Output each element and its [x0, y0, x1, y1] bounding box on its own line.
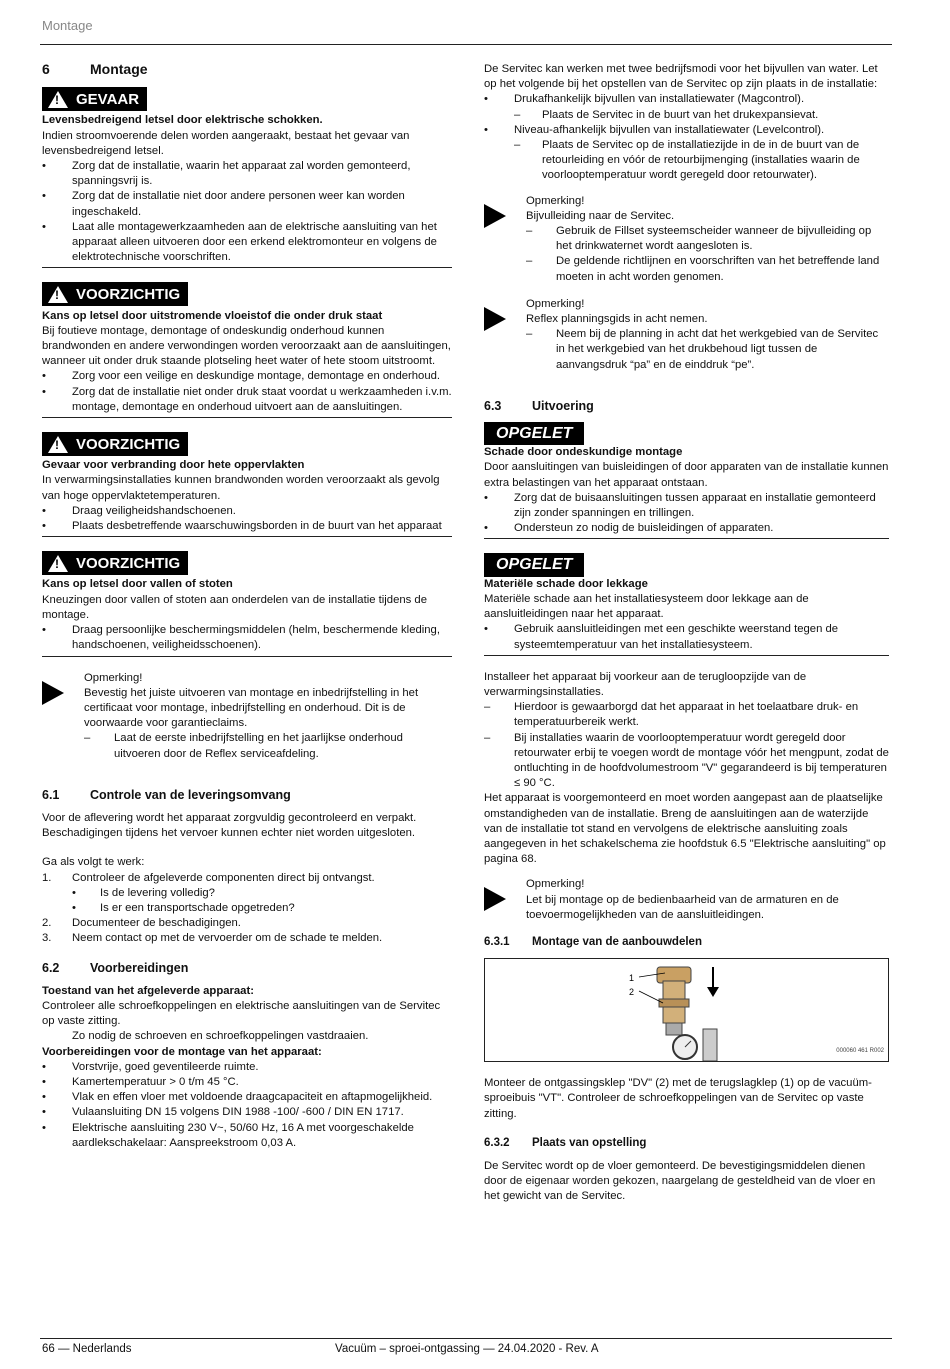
list-item: – Bij installaties waarin de voorlooptemperatuur wordt geregeld door retourwater erbij te voegen wordt de montage vóór het mengpunt, zodat de ontluchting in de hoofdvolumestroom "V" gegarandeerd is bij temperaturen ≤ 90 °C. — [484, 731, 889, 790]
caution-box-3 — [42, 551, 452, 656]
caution-badge: ! VOORZICHTIG — [42, 432, 188, 456]
footer-rule — [40, 1338, 892, 1339]
note-title: Opmerking! — [526, 297, 585, 310]
callout-1: 1 — [629, 973, 635, 984]
callout-2: 2 — [629, 987, 635, 998]
note-arrow-icon — [484, 887, 506, 911]
list-item: • Niveau-afhankelijk bijvullen van installatiewater (Levelcontrol). — [484, 123, 825, 136]
warning-triangle-icon — [48, 555, 68, 572]
list-item: • Is er een transportschade opgetreden? — [72, 901, 295, 914]
list-item: – Plaats de Servitec op de installatiezijde in de in de buurt van de retourleiding en vóór de retourbijmenging (installaties waarin de voorlooptemperatuur wordt geregeld door retourwater). — [514, 139, 860, 182]
list-item: 1. Controleer de afgeleverde componenten direct bij ontvangst. — [42, 871, 375, 884]
list-item: – De geldende richtlijnen en voorschriften van het betreffende land moeten in acht worden genomen. — [526, 255, 880, 283]
caution-text: Kneuzingen door vallen of stoten aan onderdelen van de installatie tijdens de montage. — [42, 593, 427, 621]
caution-title: Kans op letsel door vallen of stoten — [42, 578, 233, 591]
list-item: • Drukafhankelijk bijvullen van installatiewater (Magcontrol). — [484, 93, 805, 106]
list-item: • Draag veiligheidshandschoenen. — [42, 504, 236, 517]
paragraph: De Servitec wordt op de vloer gemonteerd. De bevestigingsmiddelen dienen door de eigenaar worden gekozen, naargelang de gesteldheid van de vloer en het gewicht van de Servitec. — [484, 1159, 876, 1203]
note-text: Bijvulleiding naar de Servitec. — [526, 209, 675, 222]
danger-badge: ! GEVAAR — [42, 87, 147, 111]
list-item: – Gebruik de Fillset systeemscheider wanneer de bijvulleiding op het drinkwaternet wordt aangesloten is. — [526, 225, 872, 253]
notice-title: Schade door ondeskundige montage — [484, 446, 683, 459]
subheading: Toestand van het afgeleverde apparaat: — [42, 984, 254, 997]
list-item: • Zorg dat de installatie niet onder druk staat voordat u werkzaamheden i.v.m. montage, demontage en onderhoud uitvoert aan de aansluitingen. — [42, 385, 452, 413]
page-header: Montage — [42, 18, 93, 33]
danger-title: Levensbedreigend letsel door elektrische schokken. — [42, 114, 323, 127]
section-6-3-2-heading: 6.3.2 Plaats van opstelling — [484, 1136, 647, 1149]
danger-text: Indien stroomvoerende delen worden aangeraakt, bestaat het gevaar van levensbedreigend letsel. — [42, 129, 410, 157]
subheading: Voorbereidingen voor de montage van het apparaat: — [42, 1045, 322, 1058]
list-item: • Vorstvrije, goed geventileerde ruimte. — [42, 1060, 259, 1073]
header-rule — [40, 44, 892, 45]
note-title: Opmerking! — [526, 194, 585, 207]
list-item: • Kamertemperatuur > 0 t/m 45 °C. — [42, 1075, 239, 1088]
list-item: 2. Documenteer de beschadigingen. — [42, 917, 241, 930]
note-2 — [484, 194, 889, 285]
caution-badge: ! VOORZICHTIG — [42, 551, 188, 575]
list-item: – Plaats de Servitec in de buurt van het drukexpansievat. — [514, 108, 819, 121]
caution-box-2 — [42, 432, 452, 537]
list-item: – Hierdoor is gewaarborgd dat het apparaat in het toelaatbare druk- en temperatuurbereik werkt. — [484, 701, 859, 729]
warning-triangle-icon — [48, 91, 68, 108]
list-item: – Laat de eerste inbedrijfstelling en het jaarlijkse onderhoud uitvoeren door de Reflex serviceafdeling. — [84, 732, 403, 760]
list-item: • Gebruik aansluitleidingen met een geschikte weerstand tegen de systeemtemperatuur van het installatiesysteem. — [484, 623, 839, 651]
valve-drawing — [485, 959, 888, 1061]
note-text: Let bij montage op de bedienbaarheid van de armaturen en de toevoermogelijkheden van de aansluitleidingen. — [526, 893, 839, 921]
list-item: • Draag persoonlijke beschermingsmiddelen (helm, beschermende kleding, handschoenen, veiligheidsschoenen). — [42, 624, 440, 652]
note-3 — [484, 297, 889, 373]
paragraph: Controleer alle schroefkoppelingen en elektrische aansluitingen van de Servitec op vaste zitting. — [42, 999, 441, 1028]
list-item: • Vulaansluiting DN 15 volgens DIN 1988 -100/ -600 / DIN EN 1717. — [42, 1106, 404, 1119]
note-title: Opmerking! — [84, 671, 143, 684]
list-item: • Zorg voor een veilige en deskundige montage, demontage en onderhoud. — [42, 370, 441, 383]
list-item: • Zorg dat de installatie, waarin het apparaat zal worden gemonteerd, spanningsvrij is. — [42, 160, 411, 188]
paragraph: Ga als volgt te werk: — [42, 856, 145, 869]
footer-document-info: Vacuüm – sproei-ontgassing — 24.04.2020 - Rev. A — [335, 1343, 599, 1355]
notice-box-2 — [484, 553, 889, 655]
caution-text: In verwarmingsinstallaties kunnen brandwonden worden veroorzaakt als gevolg van hoge oppervlaktetemperaturen. — [42, 474, 440, 502]
caution-title: Gevaar voor verbranding door hete oppervlakten — [42, 459, 305, 472]
note-text: Reflex planningsgids in acht nemen. — [526, 313, 708, 326]
paragraph: Installeer het apparaat bij voorkeur aan de terugloopzijde van de verwarmingsinstallaties. — [484, 670, 807, 698]
figure-valve-assembly — [484, 958, 889, 1062]
note-4 — [484, 877, 889, 923]
notice-badge: OPGELET — [484, 553, 584, 576]
list-item: • Zorg dat de buisaansluitingen tussen apparaat en installatie gemonteerd zijn zonder spanningen en trillingen. — [484, 491, 876, 520]
list-item: • Zorg dat de installatie niet door andere personen weer kan worden ingeschakeld. — [42, 190, 405, 218]
list-item: • Vlak en effen vloer met voldoende draagcapaciteit en aftapmogelijkheid. — [42, 1091, 433, 1104]
warning-triangle-icon — [48, 286, 68, 303]
paragraph: Voor de aflevering wordt het apparaat zorgvuldig gecontroleerd en verpakt. Beschadigingen tijdens het vervoer kunnen echter niet worden uitgesloten. — [42, 811, 417, 840]
notice-title: Materiële schade door lekkage — [484, 577, 648, 590]
list-item: • Laat alle montagewerkzaamheden aan de elektrische aansluiting van het apparaat alleen uitvoeren door een erkend elektromonteur en volgens de elektrotechnische voorschriften. — [42, 220, 437, 264]
note-text: Bevestig het juiste uitvoeren van montage en inbedrijfstelling in het certificaat voor montage, inbedrijfstelling en onderhoud. Dit is de voorwaarde voor garantieclaims. — [84, 686, 419, 730]
caution-box-1 — [42, 282, 452, 418]
note-1 — [42, 671, 452, 762]
section-6-3-heading: 6.3 Uitvoering — [484, 398, 594, 413]
paragraph: De Servitec kan werken met twee bedrijfsmodi voor het bijvullen van water. Let op het volgende bij het opstellen van de Servitec op zijn plaats in de installatie: — [484, 63, 878, 91]
notice-text: Materiële schade aan het installatiesysteem door lekkage aan de aansluitleidingen naar het apparaat. — [484, 592, 809, 621]
list-item: – Neem bij de planning in acht dat het werkgebied van de Servitec in het werkgebied van het drukbehoud ligt tussen de aanvangsdruk “pa” en de einddruk “pe”. — [526, 328, 879, 371]
list-item: 3. Neem contact op met de vervoerder om de schade te melden. — [42, 932, 383, 945]
danger-box — [42, 87, 452, 268]
paragraph: Zo nodig de schroeven en schroefkoppelingen vastdraaien. — [72, 1030, 369, 1043]
list-item: • Elektrische aansluiting 230 V~, 50/60 Hz, 16 A met voorgeschakelde aardlekschakelaar: Aanspreekstroom 0,03 A. — [42, 1121, 414, 1149]
note-arrow-icon — [484, 307, 506, 331]
section-6-heading: 6 Montage — [42, 61, 148, 77]
caution-title: Kans op letsel door uitstromende vloeistof die onder druk staat — [42, 309, 383, 322]
section-6-2-heading: 6.2 Voorbereidingen — [42, 960, 189, 975]
figure-code: 000060 461 R002 — [836, 1047, 884, 1054]
paragraph: Het apparaat is voorgemonteerd en moet worden aangepast aan de plaatselijke omstandigheden van de installatie. Breng de aansluitingen aan de waterzijde van de installatie tot stand en vervolgens de elektrische aansluiting zoals aangegeven in het schakelschema zie hoofdstuk 6.5 "Elektrische aansluiting" op pagina 68. — [484, 792, 886, 866]
caution-text: Bij foutieve montage, demontage of ondeskundig onderhoud kunnen brandwonden en andere verwondingen worden veroorzaakt aan de aansluitingen, wanneer uit onder druk staande plotseling heet water of hete stoom uitstroomt. — [42, 324, 451, 368]
paragraph: Monteer de ontgassingsklep "DV" (2) met de terugslagklep (1) op de vacuüm-sproeibuis "VT". Controleer de schroefkoppelingen van de Servitec op vaste zitting. — [484, 1077, 872, 1120]
section-6-1-heading: 6.1 Controle van de leveringsomvang — [42, 787, 291, 802]
list-item: • Ondersteun zo nodig de buisleidingen of apparaten. — [484, 522, 774, 535]
warning-triangle-icon — [48, 436, 68, 453]
note-arrow-icon — [42, 681, 64, 705]
left-column — [42, 62, 452, 1151]
list-item: • Plaats desbetreffende waarschuwingsborden in de buurt van het apparaat — [42, 520, 442, 533]
notice-badge: OPGELET — [484, 422, 584, 445]
footer-page-number: 66 — Nederlands — [42, 1343, 132, 1355]
right-column — [484, 62, 889, 1205]
section-6-3-1-heading: 6.3.1 Montage van de aanbouwdelen — [484, 935, 702, 948]
note-title: Opmerking! — [526, 878, 585, 891]
list-item: • Is de levering volledig? — [72, 886, 215, 899]
note-arrow-icon — [484, 204, 506, 228]
notice-text: Door aansluitingen van buisleidingen of door apparaten van de installatie kunnen extra belastingen van het apparaat ontstaan. — [484, 461, 889, 489]
caution-badge: ! VOORZICHTIG — [42, 282, 188, 306]
notice-box-1 — [484, 422, 889, 539]
